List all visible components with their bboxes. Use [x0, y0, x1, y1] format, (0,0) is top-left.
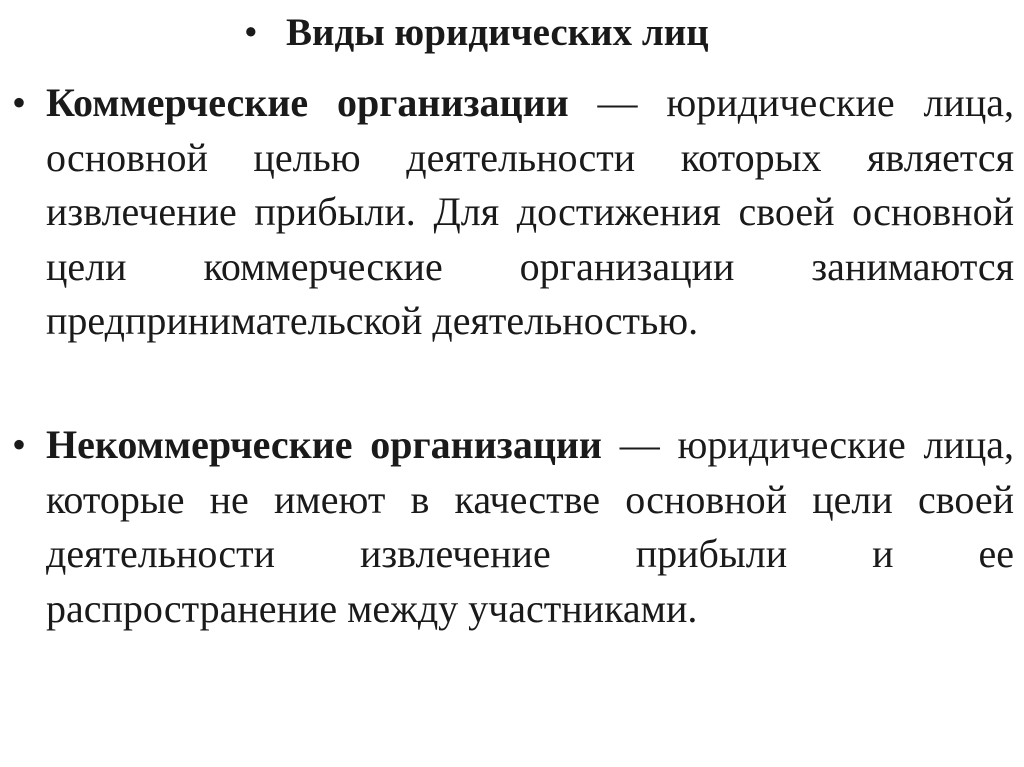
- term-commercial: Коммерческие организации: [46, 80, 569, 125]
- item-paragraph: [46, 418, 1014, 636]
- slide-heading: [244, 8, 709, 58]
- bullet-icon: •: [12, 80, 27, 125]
- definition-commercial: — юридические лица, основной целью деятельности которых является извлечение прибыли. Для достижения своей основной цели коммерческие организации занимаются предпринимательской деятельностью.: [46, 80, 1014, 343]
- term-noncommercial: Некоммерческие организации: [46, 422, 602, 467]
- definition-noncommercial: — юридические лица, которые не имеют в качестве основной цели своей деятельности извлечение прибыли и ее распространение между участниками.: [46, 422, 1014, 631]
- item-paragraph: [46, 76, 1014, 349]
- bullet-icon: •: [12, 422, 27, 467]
- heading-text: Виды юридических лиц: [286, 11, 709, 54]
- bullet-icon: •: [244, 11, 258, 54]
